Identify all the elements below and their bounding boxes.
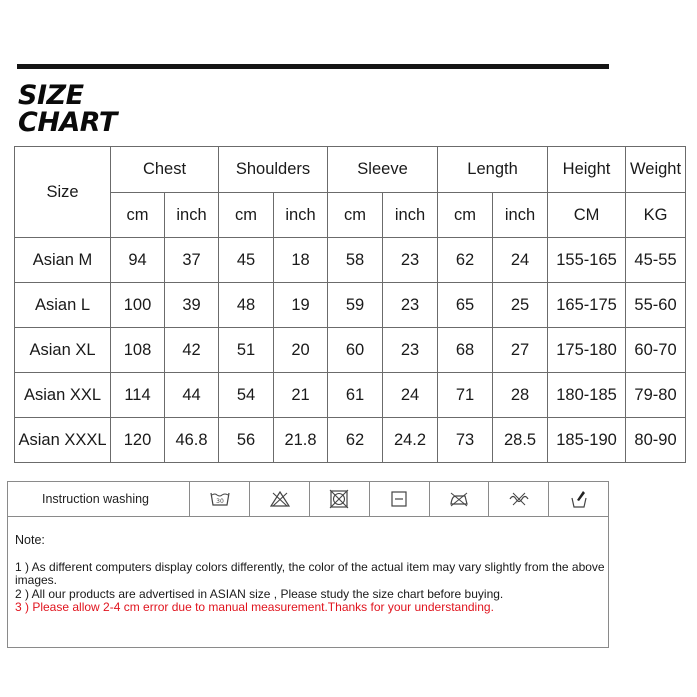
- table-cell: 19: [274, 283, 328, 328]
- sleeve-header: Sleeve: [328, 147, 438, 193]
- title-line-2: CHART: [18, 107, 117, 138]
- size-cell: Asian XXL: [15, 373, 111, 418]
- table-cell: 185-190: [548, 418, 626, 463]
- table-cell: 46.8: [165, 418, 219, 463]
- table-cell: 51: [219, 328, 274, 373]
- table-cell: 28: [493, 373, 548, 418]
- table-cell: 21: [274, 373, 328, 418]
- page-title: [18, 82, 117, 136]
- washing-label: Instruction washing: [8, 482, 190, 516]
- table-cell: 42: [165, 328, 219, 373]
- size-cell: Asian M: [15, 238, 111, 283]
- dry-icon: [370, 482, 430, 516]
- table-cell: 54: [219, 373, 274, 418]
- washing-row: [8, 482, 608, 517]
- table-cell: 25: [493, 283, 548, 328]
- table-cell: 73: [438, 418, 493, 463]
- unit-header: KG: [626, 193, 686, 238]
- table-cell: 45: [219, 238, 274, 283]
- unit-header: cm: [328, 193, 383, 238]
- table-cell: 175-180: [548, 328, 626, 373]
- table-cell: 44: [165, 373, 219, 418]
- table-cell: 56: [219, 418, 274, 463]
- do-not-tumble-dry-icon: [310, 482, 370, 516]
- table-cell: 108: [111, 328, 165, 373]
- table-cell: 114: [111, 373, 165, 418]
- notes-heading: Note:: [15, 533, 45, 547]
- weight-header: Weight: [626, 147, 686, 193]
- size-cell: Asian XXXL: [15, 418, 111, 463]
- table-cell: 165-175: [548, 283, 626, 328]
- header-row-units: [15, 193, 686, 238]
- do-not-dry-clean-icon: [549, 482, 608, 516]
- do-not-bleach-icon: [250, 482, 310, 516]
- table-cell: 180-185: [548, 373, 626, 418]
- unit-header: cm: [111, 193, 165, 238]
- do-not-wring-icon: [489, 482, 549, 516]
- title-line-1: SIZE: [18, 80, 84, 111]
- shoulders-header: Shoulders: [219, 147, 328, 193]
- note-item-1: 1 ) As different computers display colors differently, the color of the actual item may vary slightly from the above images.: [15, 559, 605, 587]
- table-row: [15, 283, 686, 328]
- table-row: [15, 328, 686, 373]
- table-cell: 27: [493, 328, 548, 373]
- table-cell: 39: [165, 283, 219, 328]
- table-row: [15, 418, 686, 463]
- table-cell: 100: [111, 283, 165, 328]
- table-cell: 59: [328, 283, 383, 328]
- unit-header: inch: [493, 193, 548, 238]
- table-cell: 48: [219, 283, 274, 328]
- table-cell: 68: [438, 328, 493, 373]
- iron-low-icon: [430, 482, 490, 516]
- table-row: [15, 238, 686, 283]
- table-cell: 58: [328, 238, 383, 283]
- unit-header: inch: [165, 193, 219, 238]
- table-cell: 18: [274, 238, 328, 283]
- chest-header: Chest: [111, 147, 219, 193]
- table-cell: 120: [111, 418, 165, 463]
- table-cell: 28.5: [493, 418, 548, 463]
- unit-header: inch: [274, 193, 328, 238]
- svg-text:30: 30: [215, 498, 224, 505]
- table-row: [15, 373, 686, 418]
- length-header: Length: [438, 147, 548, 193]
- table-cell: 24.2: [383, 418, 438, 463]
- table-cell: 65: [438, 283, 493, 328]
- table-cell: 24: [493, 238, 548, 283]
- table-cell: 94: [111, 238, 165, 283]
- size-cell: Asian XL: [15, 328, 111, 373]
- unit-header: cm: [438, 193, 493, 238]
- top-rule: [17, 64, 609, 69]
- size-chart-table: [14, 146, 686, 463]
- table-cell: 79-80: [626, 373, 686, 418]
- table-cell: 60-70: [626, 328, 686, 373]
- table-cell: 24: [383, 373, 438, 418]
- table-cell: 23: [383, 283, 438, 328]
- table-cell: 37: [165, 238, 219, 283]
- size-header: Size: [15, 147, 111, 238]
- table-cell: 23: [383, 328, 438, 373]
- table-cell: 62: [438, 238, 493, 283]
- notes-section: [15, 534, 605, 615]
- height-header: Height: [548, 147, 626, 193]
- unit-header: cm: [219, 193, 274, 238]
- note-item-2: 2 ) All our products are advertised in ASIAN size , Please study the size chart before buying.: [15, 586, 504, 601]
- table-cell: 155-165: [548, 238, 626, 283]
- table-cell: 60: [328, 328, 383, 373]
- table-cell: 45-55: [626, 238, 686, 283]
- table-cell: 61: [328, 373, 383, 418]
- table-cell: 23: [383, 238, 438, 283]
- table-cell: 21.8: [274, 418, 328, 463]
- table-cell: 71: [438, 373, 493, 418]
- note-item-3: 3 ) Please allow 2-4 cm error due to manual measurement.Thanks for your understanding.: [15, 600, 494, 614]
- table-cell: 55-60: [626, 283, 686, 328]
- wash-30-icon: [190, 482, 250, 516]
- table-cell: 62: [328, 418, 383, 463]
- unit-header: inch: [383, 193, 438, 238]
- unit-header: CM: [548, 193, 626, 238]
- table-cell: 80-90: [626, 418, 686, 463]
- header-row-groups: [15, 147, 686, 193]
- table-cell: 20: [274, 328, 328, 373]
- size-cell: Asian L: [15, 283, 111, 328]
